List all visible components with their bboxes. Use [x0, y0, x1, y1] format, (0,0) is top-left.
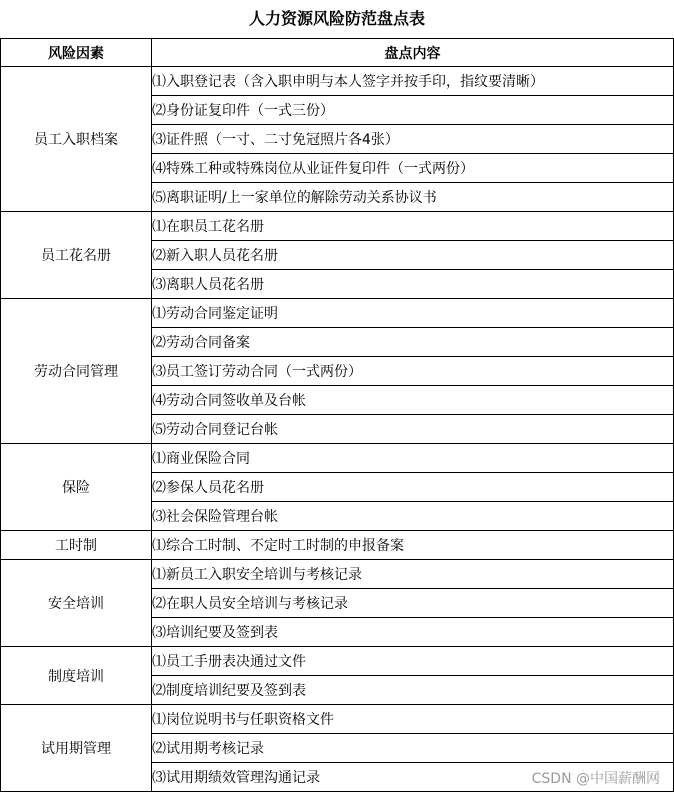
inventory-item-cell: ⑵试用期考核记录 [152, 734, 674, 763]
inventory-item-cell: ⑶社会保险管理台帐 [152, 502, 674, 531]
risk-category-cell: 员工花名册 [1, 212, 152, 299]
risk-category-cell: 劳动合同管理 [1, 299, 152, 444]
inventory-item-cell: ⑴新员工入职安全培训与考核记录 [152, 560, 674, 589]
table-row [1, 705, 674, 734]
inventory-item-cell: ⑴劳动合同鉴定证明 [152, 299, 674, 328]
risk-category-cell: 工时制 [1, 531, 152, 560]
inventory-item-cell: ⑴在职员工花名册 [152, 212, 674, 241]
inventory-item-cell: ⑶试用期绩效管理沟通记录 [152, 763, 674, 792]
inventory-item-cell: ⑷劳动合同签收单及台帐 [152, 386, 674, 415]
inventory-item-cell: ⑷特殊工种或特殊岗位从业证件复印件（一式两份） [152, 154, 674, 183]
inventory-item-cell: ⑴岗位说明书与任职资格文件 [152, 705, 674, 734]
inventory-item-cell: ⑶离职人员花名册 [152, 270, 674, 299]
inventory-item-cell: ⑵制度培训纪要及签到表 [152, 676, 674, 705]
table-row [1, 212, 674, 241]
inventory-item-cell: ⑵在职人员安全培训与考核记录 [152, 589, 674, 618]
risk-category-cell: 制度培训 [1, 647, 152, 705]
risk-category-cell: 保险 [1, 444, 152, 531]
table-row [1, 647, 674, 676]
inventory-item-cell: ⑵参保人员花名册 [152, 473, 674, 502]
watermark: CSDN @中国薪酬网 [532, 768, 660, 788]
table-row [1, 299, 674, 328]
inventory-item-cell: ⑴综合工时制、不定时工时制的申报备案 [152, 531, 674, 560]
table-row [1, 560, 674, 589]
inventory-item-cell: ⑵身份证复印件（一式三份） [152, 96, 674, 125]
risk-inventory-table [0, 38, 674, 792]
inventory-item-cell: ⑸劳动合同登记台帐 [152, 415, 674, 444]
inventory-item-cell: ⑶员工签订劳动合同（一式两份） [152, 357, 674, 386]
inventory-item-cell: ⑵新入职人员花名册 [152, 241, 674, 270]
risk-category-cell: 员工入职档案 [1, 67, 152, 212]
table-row [1, 67, 674, 96]
inventory-item-cell: ⑴员工手册表决通过文件 [152, 647, 674, 676]
header-row [1, 39, 674, 67]
header-risk-factor: 风险因素 [1, 39, 152, 67]
inventory-item-cell: ⑸离职证明/上一家单位的解除劳动关系协议书 [152, 183, 674, 212]
page-title: 人力资源风险防范盘点表 [248, 9, 425, 28]
header-inventory-content: 盘点内容 [152, 39, 674, 67]
table-body [1, 67, 674, 792]
inventory-item-cell: ⑶证件照（一寸、二寸免冠照片各4张） [152, 125, 674, 154]
inventory-item-cell: ⑴商业保险合同 [152, 444, 674, 473]
inventory-item-cell: ⑵劳动合同备案 [152, 328, 674, 357]
table-row [1, 444, 674, 473]
risk-category-cell: 试用期管理 [1, 705, 152, 792]
inventory-item-cell: ⑶培训纪要及签到表 [152, 618, 674, 647]
table-row [1, 531, 674, 560]
risk-category-cell: 安全培训 [1, 560, 152, 647]
inventory-item-cell: ⑴入职登记表（含入职申明与本人签字并按手印，指纹要清晰） [152, 67, 674, 96]
